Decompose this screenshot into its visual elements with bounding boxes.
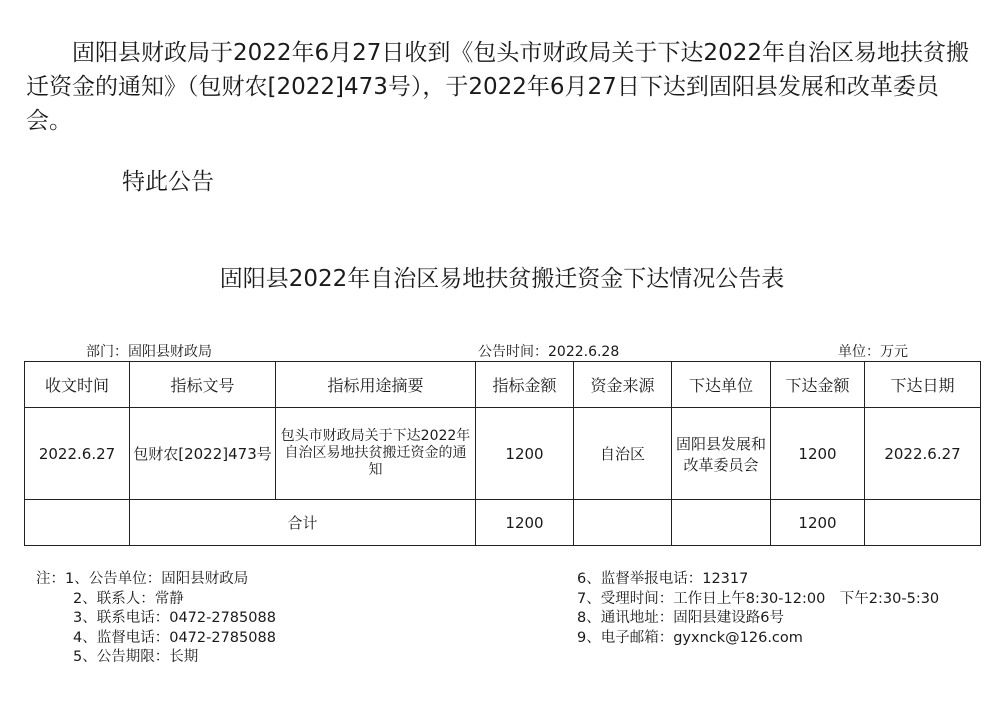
total-row	[25, 500, 981, 546]
notes-left-list	[36, 570, 276, 668]
note-item: 4、监督电话：0472-2785088	[73, 629, 276, 646]
cell-amount: 1200	[476, 408, 574, 500]
note-item: 6、监督举报电话：12317	[577, 571, 749, 587]
announce-time-label: 公告时间：2022.6.28	[478, 344, 620, 360]
cell-total-source-empty	[574, 500, 672, 546]
header-received-time: 收文时间	[25, 362, 130, 408]
cell-issued-amount: 1200	[771, 408, 865, 500]
intro-paragraph: 固阳县财政局于2022年6月27日收到《包头市财政局关于下达2022年自治区易地扶贫搬迁资金的通知》（包财农[2022]473号），于2022年6月27日下达到固阳县发展和改革委员会。	[26, 40, 969, 134]
header-purpose: 指标用途摘要	[276, 362, 476, 408]
note-item: 8、通讯地址：固阳县建设路6号	[577, 610, 784, 626]
cell-total-empty	[25, 500, 130, 546]
note-item: 3、联系电话：0472-2785088	[73, 610, 276, 626]
header-issued-date: 下达日期	[865, 362, 981, 408]
cell-total-issued-amount: 1200	[771, 500, 865, 546]
cell-total-amount: 1200	[476, 500, 574, 546]
notes-right-list	[577, 570, 939, 648]
cell-doc-number: 包财农[2022]473号	[130, 408, 276, 500]
note-item: 7、受理时间：工作日上午8:30-12:00 下午2:30-5:30	[577, 590, 940, 607]
table-title: 固阳县2022年自治区易地扶贫搬迁资金下达情况公告表	[219, 266, 785, 292]
cell-recipient: 固阳县发展和改革委员会	[672, 408, 771, 500]
header-source: 资金来源	[574, 362, 672, 408]
allocation-table	[24, 361, 981, 546]
header-recipient: 下达单位	[672, 362, 771, 408]
department-label: 部门：固阳县财政局	[86, 344, 212, 360]
closing-text: 特此公告	[122, 169, 214, 195]
cell-purpose: 包头市财政局关于下达2022年自治区易地扶贫搬迁资金的通知	[276, 408, 476, 500]
header-doc-number: 指标文号	[130, 362, 276, 408]
table-header-row	[25, 362, 981, 408]
table-row	[25, 408, 981, 500]
note-item: 9、电子邮箱：gyxnck@126.com	[577, 629, 803, 646]
cell-received-time: 2022.6.27	[25, 408, 130, 500]
note-item: 5、公告期限：长期	[73, 649, 199, 665]
header-issued-amount: 下达金额	[771, 362, 865, 408]
cell-total-label: 合计	[130, 500, 476, 546]
cell-total-recipient-empty	[672, 500, 771, 546]
header-amount: 指标金额	[476, 362, 574, 408]
cell-issued-date: 2022.6.27	[865, 408, 981, 500]
note-item: 注：1、公告单位：固阳县财政局	[36, 571, 249, 587]
unit-label: 单位：万元	[838, 344, 908, 360]
note-item: 2、联系人：常静	[73, 590, 184, 607]
cell-source: 自治区	[574, 408, 672, 500]
cell-total-date-empty	[865, 500, 981, 546]
